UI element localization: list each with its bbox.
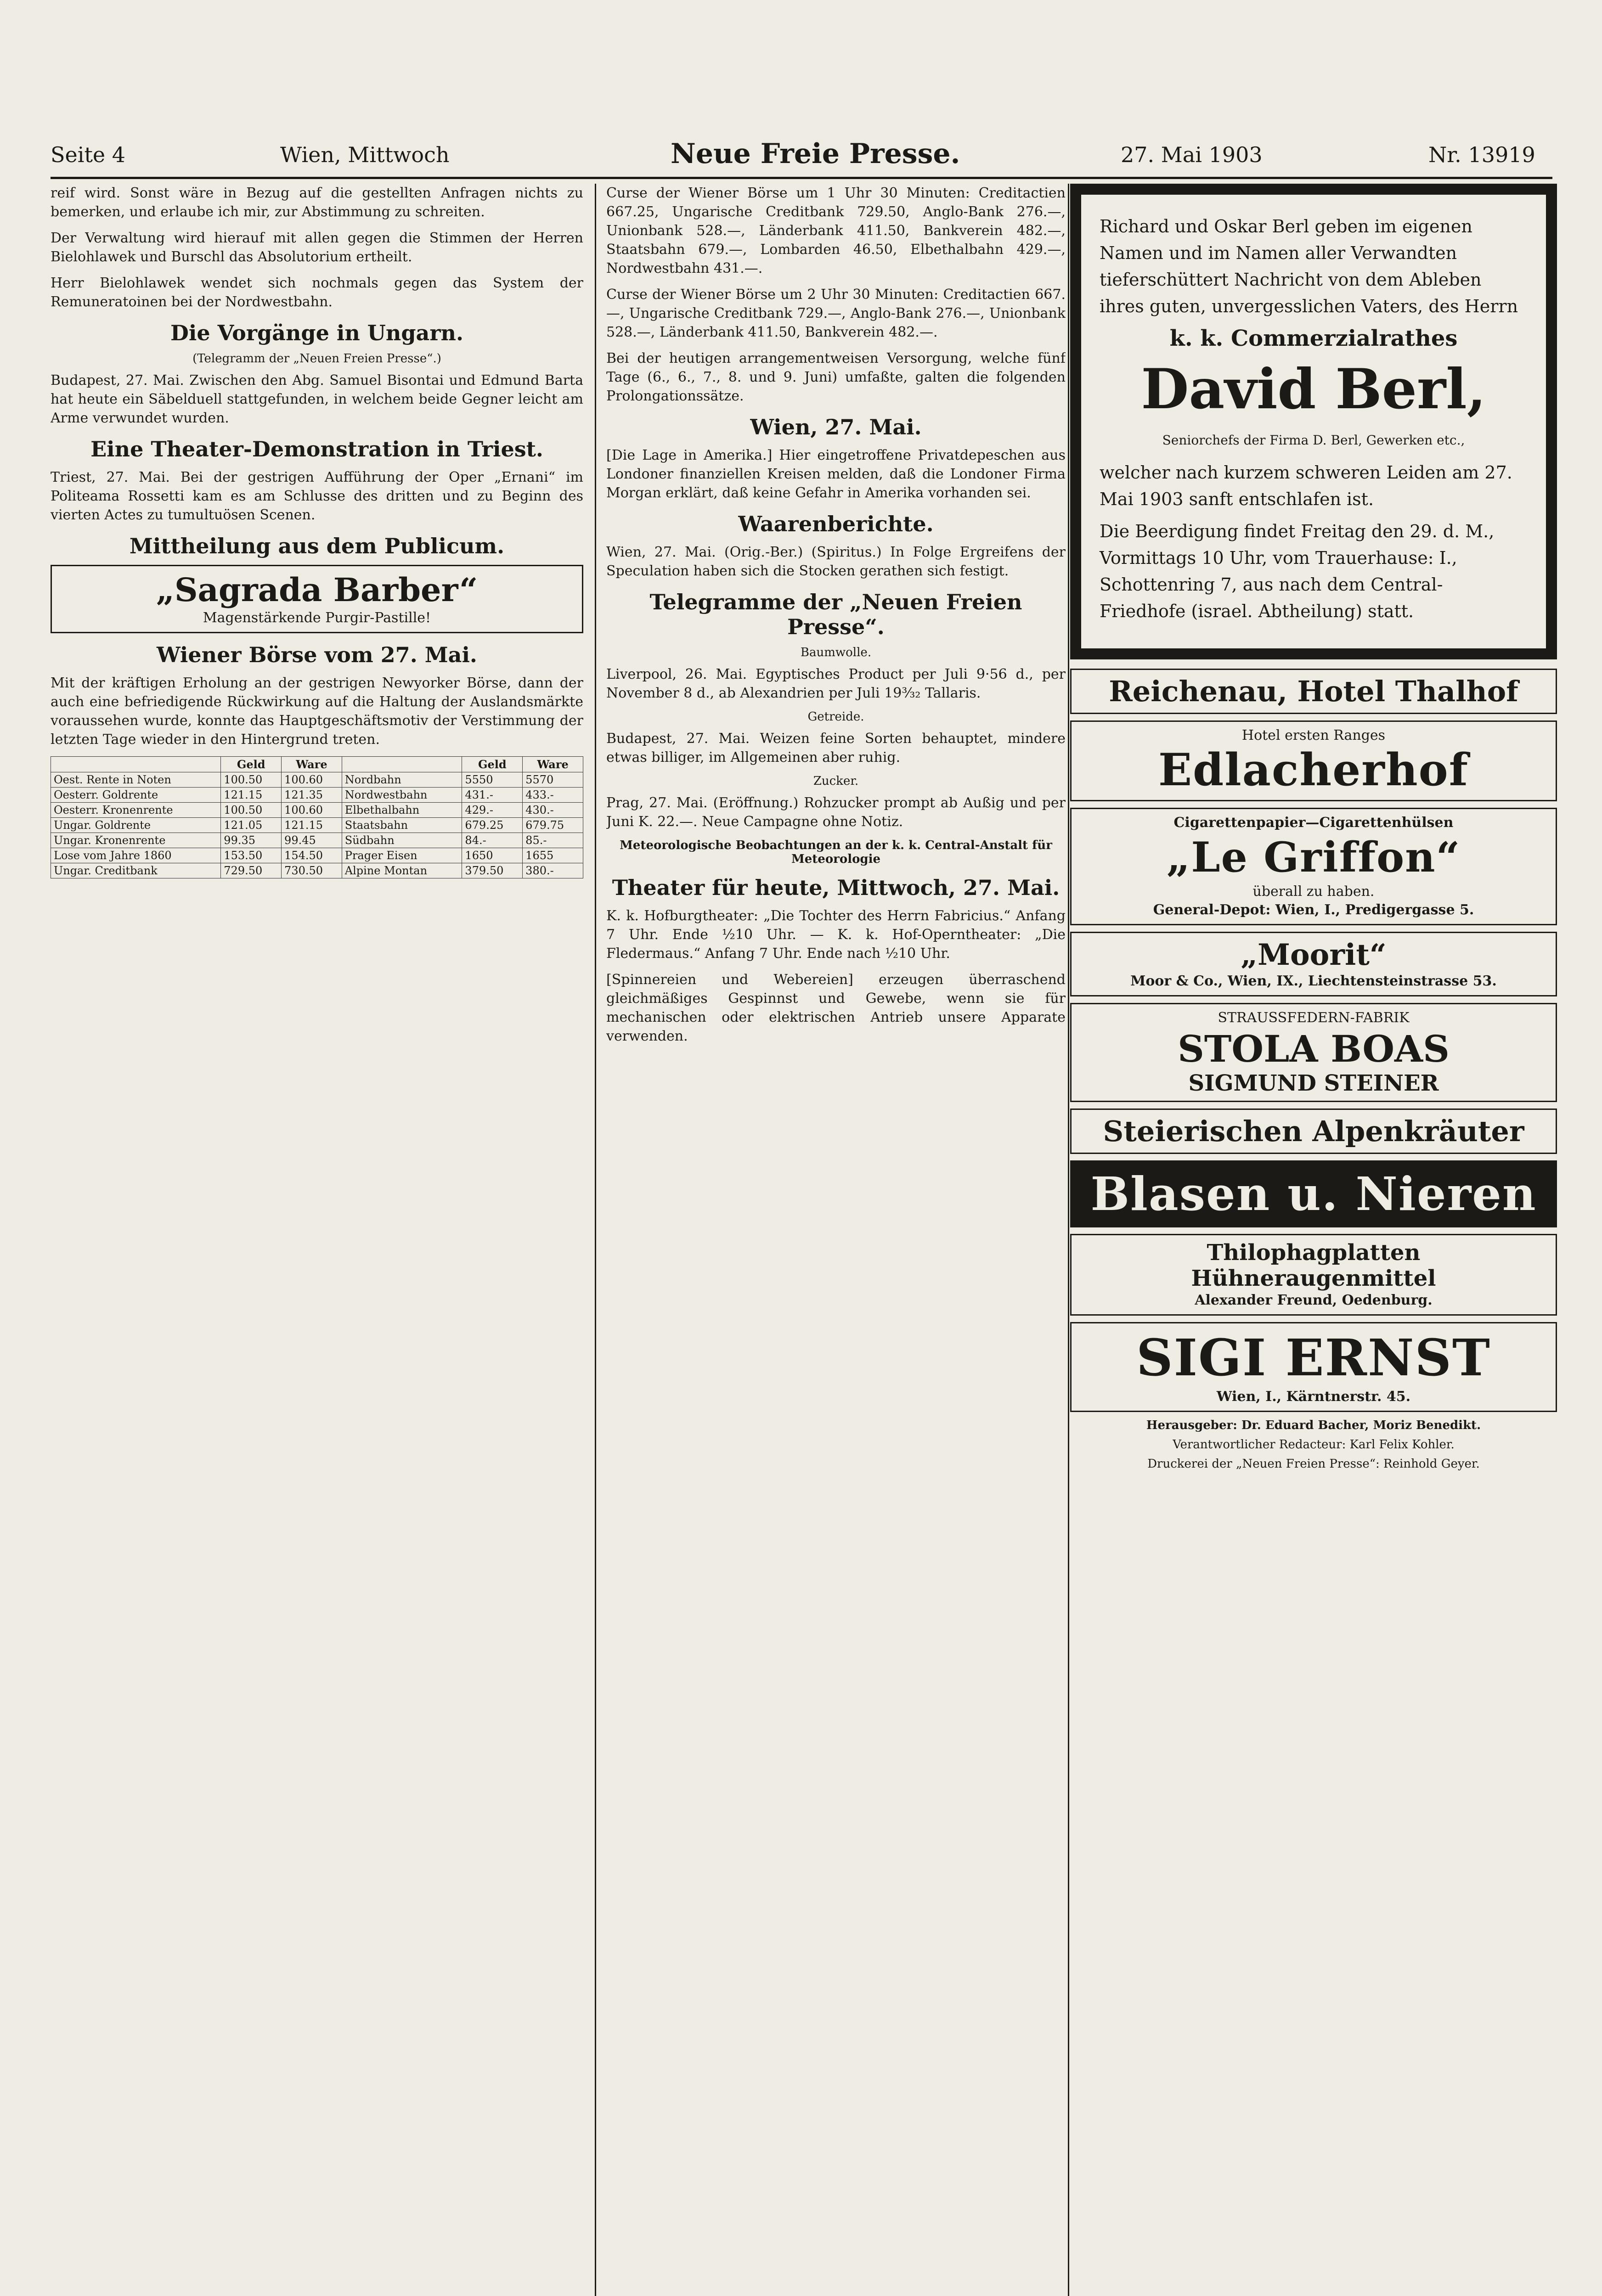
- table-cell: 121.15: [221, 788, 282, 803]
- imprint: Herausgeber: Dr. Eduard Bacher, Moriz Benedikt.: [1146, 1418, 1481, 1432]
- table-row: [51, 848, 583, 863]
- sagrada-ad: [51, 565, 583, 633]
- table-cell: 153.50: [221, 848, 282, 863]
- ad-text: Wien, I., Kärntnerstr. 45.: [1216, 1389, 1411, 1405]
- table-cell: 121.35: [282, 788, 342, 803]
- table-cell: 679.75: [523, 818, 583, 833]
- notice-role: Seniorchefs der Firma D. Berl, Gewerken etc.,: [1162, 433, 1465, 448]
- table-row: [51, 833, 583, 848]
- table-cell: 100.50: [221, 803, 282, 818]
- section-subheading: (Telegramm der „Neuen Freien Presse“.): [192, 352, 441, 366]
- table-cell: Prager Eisen: [342, 848, 462, 863]
- page-number: Seite 4: [51, 142, 126, 167]
- article-paragraph: Prag, 27. Mai. (Eröffnung.) Rohzucker prompt ab Außig und per Juni K. 22.—. Neue Campagne ohne Notiz.: [606, 795, 1066, 830]
- table-header: Ware: [282, 757, 342, 772]
- article-paragraph: reif wird. Sonst wäre in Bezug auf die gestellten Anfragen nichts zu bemerken, und erlaube ich mir, zur Abstimmung zu schreiten.: [51, 185, 583, 220]
- table-cell: Nordwestbahn: [342, 788, 462, 803]
- thilophag-ad: [1070, 1234, 1557, 1316]
- table-cell: 84.-: [462, 833, 523, 848]
- ad-title: STOLA BOAS: [1178, 1027, 1450, 1070]
- section-heading: Wien, 27. Mai.: [750, 415, 922, 439]
- table-header: Geld: [462, 757, 523, 772]
- article-paragraph: Der Verwaltung wird hierauf mit allen gegen die Stimmen der Herren Bielohlawek und Burschl das Absolutorium ertheilt.: [51, 230, 583, 265]
- page-header: [51, 138, 1552, 174]
- place-day: Wien, Mittwoch: [280, 142, 450, 167]
- ad-text: STRAUSSFEDERN-FABRIK: [1218, 1010, 1410, 1026]
- stock-table: [51, 756, 583, 878]
- table-row: [51, 803, 583, 818]
- ad-title: Thilophagplatten: [1207, 1240, 1421, 1266]
- section-heading: Wiener Börse vom 27. Mai.: [157, 642, 477, 667]
- issue-date: 27. Mai 1903: [1121, 142, 1263, 167]
- table-cell: 5550: [462, 772, 523, 788]
- article-paragraph: Triest, 27. Mai. Bei der gestrigen Aufführung der Oper „Ernani“ im Politeama Rossetti kam es am Schlusse des dritten und zu Beginn des vierten Actes zu tumultuösen Scenen.: [51, 469, 583, 523]
- table-cell: Elbethalbahn: [342, 803, 462, 818]
- alpenkraeuter-ad: [1070, 1109, 1557, 1154]
- ad-text: Alexander Freund, Oedenburg.: [1195, 1292, 1433, 1308]
- ad-title: „Le Griffon“: [1166, 833, 1461, 882]
- article-paragraph: [Spinnereien und Webereien] erzeugen überraschend gleichmäßiges Gespinnst und Gewebe, wenn sie für mechanischen oder elektrischen Antrieb unsere Apparate verwenden.: [606, 972, 1066, 1044]
- table-row: [51, 772, 583, 788]
- imprint: Verantwortlicher Redacteur: Karl Felix Kohler.: [1173, 1438, 1455, 1452]
- notice-name: David Berl,: [1141, 357, 1486, 422]
- section-heading: Die Vorgänge in Ungarn.: [170, 321, 464, 345]
- moorit-ad: [1070, 932, 1557, 996]
- ad-title: Steierischen Alpenkräuter: [1103, 1114, 1524, 1148]
- table-cell: 100.50: [221, 772, 282, 788]
- stola-ad: [1070, 1003, 1557, 1102]
- issue-number: Nr. 13919: [1428, 142, 1535, 167]
- table-cell: 429.-: [462, 803, 523, 818]
- section-heading: Telegramme der „Neuen Freien Presse“.: [649, 590, 1022, 639]
- table-cell: 100.60: [282, 772, 342, 788]
- table-cell: Lose vom Jahre 1860: [51, 848, 221, 863]
- edlacherhof-ad: [1070, 720, 1557, 801]
- table-cell: 380.-: [523, 863, 583, 878]
- ad-text: Magenstärkende Purgir-Pastille!: [203, 610, 431, 626]
- column-middle: [606, 184, 1066, 1053]
- table-cell: 1650: [462, 848, 523, 863]
- table-header: [342, 757, 462, 772]
- table-cell: 100.60: [282, 803, 342, 818]
- ad-title: „Moorit“: [1241, 938, 1387, 972]
- article-paragraph: Bei der heutigen arrangementweisen Versorgung, welche fünf Tage (6., 6., 7., 8. und 9. Juni) umfaßte, galten die folgenden Prolongationssätze.: [606, 350, 1066, 404]
- article-paragraph: K. k. Hofburgtheater: „Die Tochter des Herrn Fabricius.“ Anfang 7 Uhr. Ende ½10 Uhr. — K. k. Hof-Operntheater: „Die Fledermaus.“ Anfang 7 Uhr. Ende nach ½10 Uhr.: [606, 908, 1066, 962]
- ad-title: Reichenau, Hotel Thalhof: [1109, 675, 1518, 708]
- ad-text: General-Depot: Wien, I., Predigergasse 5.: [1153, 902, 1474, 918]
- table-cell: 99.45: [282, 833, 342, 848]
- column-divider: [1068, 184, 1069, 2296]
- table-header-row: [51, 757, 583, 772]
- section-subheading: Zucker.: [813, 774, 859, 788]
- article-paragraph: Budapest, 27. Mai. Zwischen den Abg. Samuel Bisontai und Edmund Barta hat heute ein Säbelduell stattgefunden, in welchem beide Gegner leicht am Arme verwundet wurden.: [51, 372, 583, 426]
- table-row: [51, 788, 583, 803]
- table-cell: 5570: [523, 772, 583, 788]
- table-cell: Ungar. Creditbank: [51, 863, 221, 878]
- ad-title: SIGI ERNST: [1136, 1328, 1491, 1387]
- table-cell: Oesterr. Goldrente: [51, 788, 221, 803]
- notice-text: Die Beerdigung findet Freitag den 29. d. M., Vormittags 10 Uhr, vom Trauerhause: I., Schottenring 7, aus nach dem Central-Friedhofe (israel. Abtheilung) statt.: [1100, 521, 1495, 621]
- ad-title: Blasen u. Nieren: [1090, 1167, 1537, 1221]
- article-paragraph: Curse der Wiener Börse um 1 Uhr 30 Minuten: Creditactien 667.25, Ungarische Creditbank 729.50, Anglo-Bank 276.—, Unionbank 528.—, Länderbank 411.50, Bankverein 482.—, Staatsbahn 679.—, Lombarden 46.50, Elbethalbahn 429.—, Nordwestbahn 431.—.: [606, 185, 1066, 276]
- ad-title: „Sagrada Barber“: [156, 571, 478, 609]
- section-subheading: Baumwolle.: [800, 646, 872, 659]
- article-paragraph: [Die Lage in Amerika.] Hier eingetroffene Privatdepeschen aus Londoner finanziellen Kreisen melden, daß die Londoner Firma Morgan erklärt, daß keine Gefahr in Amerika vorhanden sei.: [606, 447, 1066, 501]
- table-cell: 730.50: [282, 863, 342, 878]
- header-rule: [51, 177, 1552, 179]
- table-header: Geld: [221, 757, 282, 772]
- imprint: Druckerei der „Neuen Freien Presse“: Reinhold Geyer.: [1147, 1457, 1480, 1471]
- ad-title: Hühneraugenmittel: [1191, 1266, 1436, 1291]
- article-paragraph: Herr Bielohlawek wendet sich nochmals gegen das System der Remuneratoinen bei der Nordwestbahn.: [51, 275, 583, 310]
- section-subheading: Getreide.: [807, 710, 864, 724]
- ad-text: Moor & Co., Wien, IX., Liechtensteinstrasse 53.: [1130, 973, 1497, 989]
- ad-title: Edlacherhof: [1158, 744, 1469, 796]
- table-cell: Alpine Montan: [342, 863, 462, 878]
- table-cell: 99.35: [221, 833, 282, 848]
- ad-text: Hotel ersten Ranges: [1241, 727, 1386, 743]
- notice-text: Richard und Oskar Berl geben im eigenen Namen und im Namen aller Verwandten tieferschüttert Nachricht von dem Ableben ihres guten, unvergesslichen Vaters, des Herrn: [1100, 216, 1518, 316]
- notice-text: welcher nach kurzem schweren Leiden am 27. Mai 1903 sanft entschlafen ist.: [1100, 462, 1512, 509]
- table-row: [51, 818, 583, 833]
- article-paragraph: Curse der Wiener Börse um 2 Uhr 30 Minuten: Creditactien 667.—, Ungarische Creditbank 729.—, Anglo-Bank 276.—, Unionbank 528.—, Länderbank 411.50, Bankverein 482.—.: [606, 287, 1066, 340]
- table-cell: 121.05: [221, 818, 282, 833]
- ad-title: SIGMUND STEINER: [1188, 1070, 1439, 1096]
- table-cell: 154.50: [282, 848, 342, 863]
- table-header: Ware: [523, 757, 583, 772]
- ad-text: überall zu haben.: [1252, 884, 1375, 900]
- sigi-ernst-ad: [1070, 1322, 1557, 1412]
- table-cell: Südbahn: [342, 833, 462, 848]
- ad-text: Cigarettenpapier—Cigarettenhülsen: [1173, 815, 1454, 831]
- table-cell: 85.-: [523, 833, 583, 848]
- article-paragraph: Budapest, 27. Mai. Weizen feine Sorten behauptet, mindere etwas billiger, im Allgemeinen aber ruhig.: [606, 731, 1066, 765]
- table-row: [51, 863, 583, 878]
- mourning-notice: [1070, 184, 1557, 659]
- table-cell: 433.-: [523, 788, 583, 803]
- section-heading: Eine Theater-Demonstration in Triest.: [90, 437, 543, 461]
- column-left: [51, 184, 583, 878]
- table-header: [51, 757, 221, 772]
- notice-title: k. k. Commerzialrathes: [1169, 326, 1458, 351]
- table-cell: 430.-: [523, 803, 583, 818]
- article-paragraph: Mit der kräftigen Erholung an der gestrigen Newyorker Börse, dann der auch eine befriedigende Rückwirkung auf die Haltung der Auslandsmärkte voraussehen wurde, konnte das Hauptgeschäftsmotiv der Verstimmung der letzten Tage wieder in den Hintergrund treten.: [51, 675, 583, 748]
- table-cell: Oesterr. Kronenrente: [51, 803, 221, 818]
- table-cell: 1655: [523, 848, 583, 863]
- section-heading: Theater für heute, Mittwoch, 27. Mai.: [612, 875, 1060, 900]
- table-cell: Staatsbahn: [342, 818, 462, 833]
- table-cell: 729.50: [221, 863, 282, 878]
- table-cell: 379.50: [462, 863, 523, 878]
- table-cell: 121.15: [282, 818, 342, 833]
- blasen-ad: [1070, 1160, 1557, 1227]
- article-paragraph: Liverpool, 26. Mai. Egyptisches Product per Juli 9·56 d., per November 8 d., ab Alexandrien per Juli 19³⁄₃₂ Tallaris.: [606, 666, 1066, 701]
- column-right: [1070, 184, 1557, 1476]
- table-cell: Oest. Rente in Noten: [51, 772, 221, 788]
- masthead: Neue Freie Presse.: [671, 138, 960, 170]
- table-cell: Ungar. Kronenrente: [51, 833, 221, 848]
- table-cell: Ungar. Goldrente: [51, 818, 221, 833]
- section-heading: Waarenberichte.: [738, 512, 934, 536]
- griffon-ad: [1070, 808, 1557, 925]
- table-cell: 679.25: [462, 818, 523, 833]
- section-heading: Mittheilung aus dem Publicum.: [129, 534, 505, 558]
- reichenau-ad: [1070, 669, 1557, 714]
- article-paragraph: Wien, 27. Mai. (Orig.-Ber.) (Spiritus.) In Folge Ergreifens der Speculation haben sich die Stocken gerathen sich festigt.: [606, 544, 1066, 579]
- table-cell: Nordbahn: [342, 772, 462, 788]
- table-cell: 431.-: [462, 788, 523, 803]
- section-subheading: Meteorologische Beobachtungen an der k. k. Central-Anstalt für Meteorologie: [620, 838, 1052, 866]
- column-divider: [595, 184, 596, 2296]
